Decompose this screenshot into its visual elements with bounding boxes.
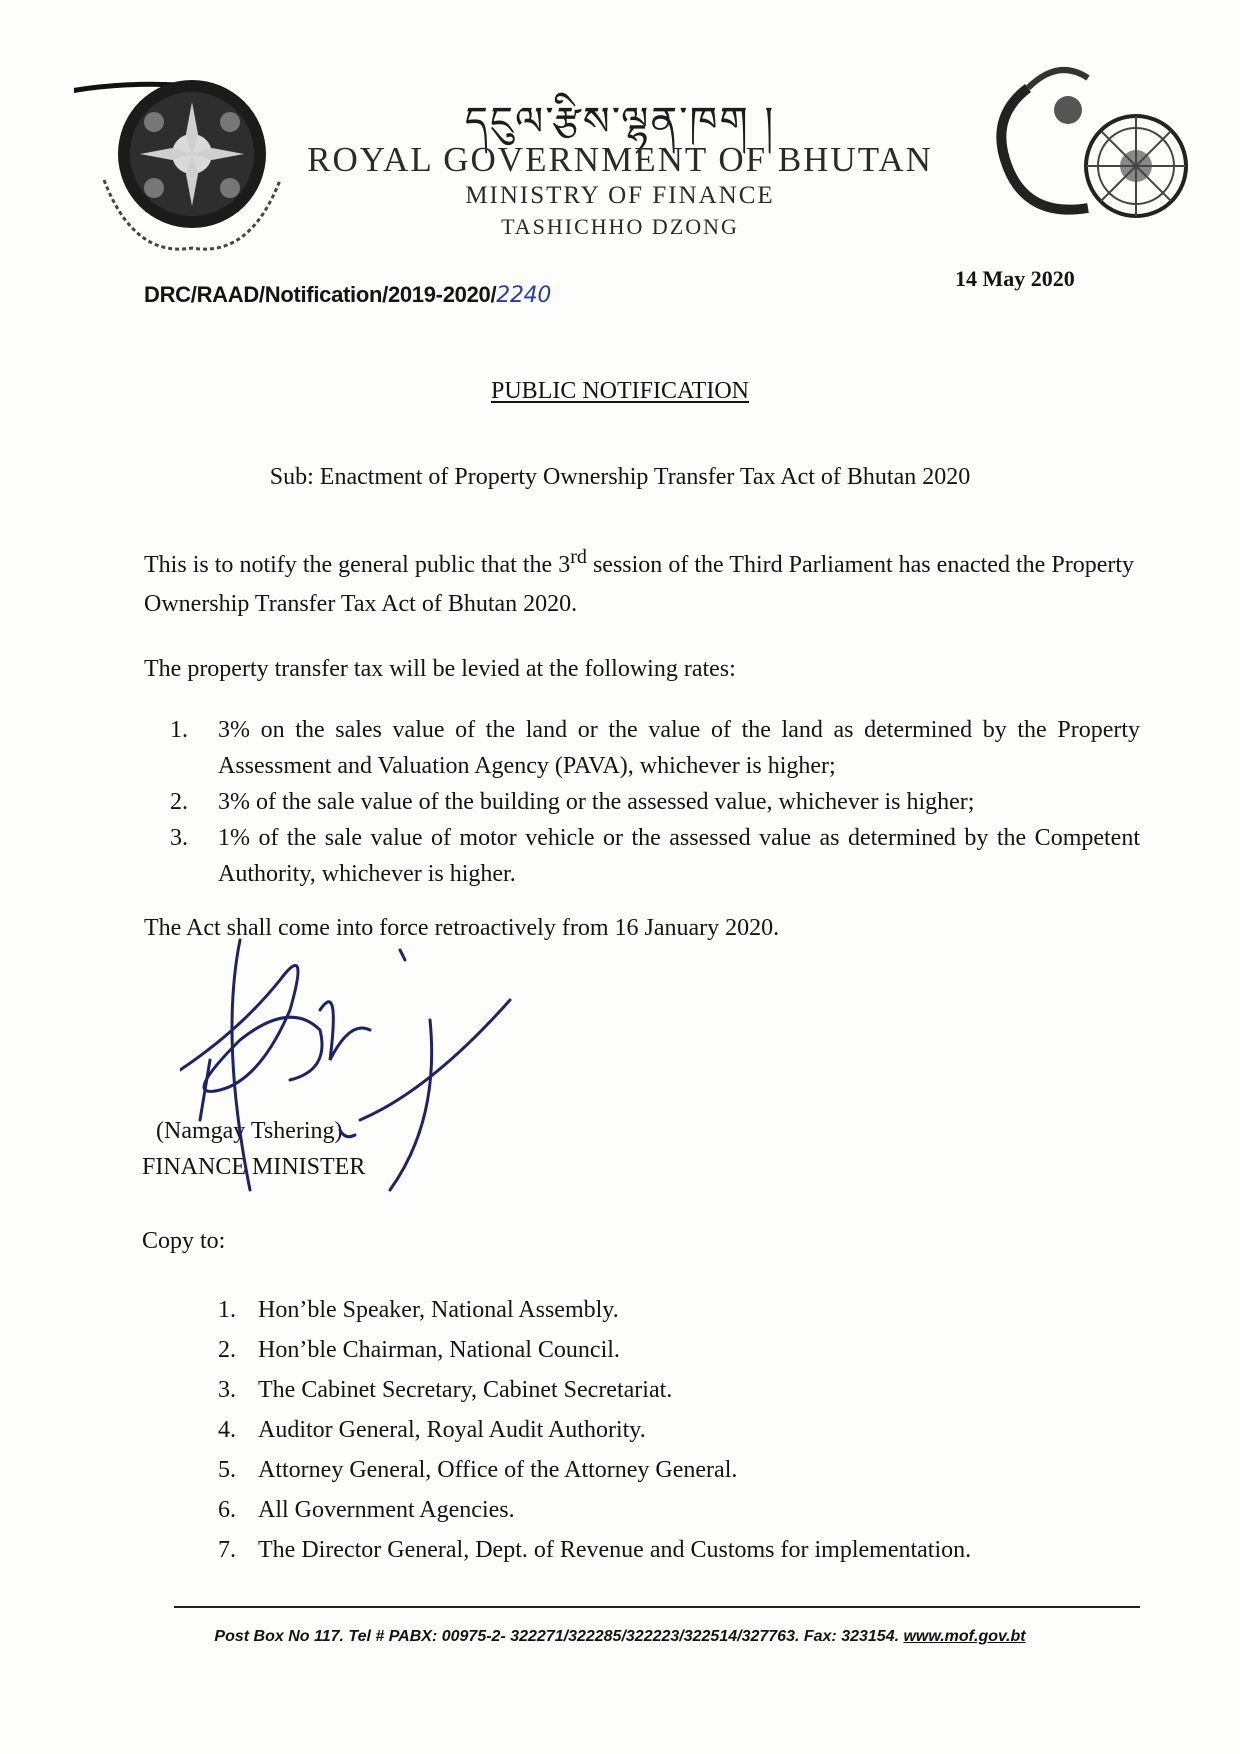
notice-title: PUBLIC NOTIFICATION [491, 378, 749, 404]
rate-item [170, 820, 1140, 892]
intro-text-end: session of the Third Parliament has enacted the Property Ownership Transfer Tax Act of Bhutan 2020. [144, 552, 1135, 617]
handwritten-reference-number: 2240 [496, 283, 552, 308]
rate-item [170, 784, 1140, 820]
list-item-number: 5. [218, 1457, 236, 1483]
rates-lead: The property transfer tax will be levied at the following rates: [144, 656, 736, 682]
list-item-number: 1. [218, 1297, 236, 1323]
list-item [218, 1370, 1118, 1410]
notice-subject: Sub: Enactment of Property Ownership Transfer Tax Act of Bhutan 2020 [269, 464, 971, 490]
copy-to-list [218, 1290, 1118, 1570]
rate-text: 3% of the sale value of the building or the assessed value, whichever is higher; [218, 789, 975, 815]
signatory-title: FINANCE MINISTER [142, 1154, 366, 1180]
rate-number: 2. [170, 789, 188, 815]
intro-text-start: This is to notify the general public that the 3 [144, 552, 571, 578]
list-item-number: 4. [218, 1417, 236, 1443]
list-item-number: 2. [218, 1337, 236, 1363]
signatory-name: (Namgay Tshering) [156, 1118, 343, 1144]
intro-paragraph [144, 538, 1134, 624]
location-name: TASHICHHO DZONG [501, 214, 739, 239]
list-item-number: 6. [218, 1497, 236, 1523]
list-item-text: All Government Agencies. [258, 1497, 515, 1523]
ministry-name: MINISTRY OF FINANCE [465, 182, 775, 209]
list-item [218, 1290, 1118, 1330]
list-item-text: Auditor General, Royal Audit Authority. [258, 1417, 646, 1443]
rate-number: 1. [170, 717, 188, 743]
rate-text: 3% on the sales value of the land or the value of the land as determined by the Property Assessment and Valuation Agency (PAVA), whichever is higher; [218, 717, 1140, 779]
list-item-number: 7. [218, 1537, 236, 1563]
signature-icon [180, 920, 600, 1220]
list-item [218, 1530, 1118, 1570]
notification-date: 14 May 2020 [955, 266, 1075, 291]
list-item-text: Attorney General, Office of the Attorney General. [258, 1457, 738, 1483]
list-item-text: The Director General, Dept. of Revenue and Customs for implementation. [258, 1537, 972, 1563]
footer-divider [174, 1606, 1140, 1608]
reference-number [144, 282, 551, 308]
list-item-number: 3. [218, 1377, 236, 1403]
copy-to-label: Copy to: [142, 1228, 226, 1254]
organization-name: ROYAL GOVERNMENT OF BHUTAN [307, 140, 933, 179]
rate-item [170, 712, 1140, 784]
list-item [218, 1330, 1118, 1370]
footer-contact-text: Post Box No 117. Tel # PABX: 00975-2- 322271/322285/322223/322514/327763. Fax: 323154. [214, 1628, 900, 1645]
list-item-text: Hon’ble Speaker, National Assembly. [258, 1297, 619, 1323]
list-item [218, 1490, 1118, 1530]
list-item [218, 1450, 1118, 1490]
rate-text: 1% of the sale value of motor vehicle or the assessed value as determined by the Competent Authority, whichever is higher. [218, 825, 1140, 887]
list-item-text: Hon’ble Chairman, National Council. [258, 1337, 620, 1363]
footer-contact [0, 1628, 1240, 1646]
dzongkha-title: དངུལ་རྩིས་ལྷན་ཁག ། [464, 99, 776, 145]
reference-prefix: DRC/RAAD/Notification/2019-2020/ [144, 282, 497, 307]
intro-superscript: rd [570, 546, 587, 568]
effective-date-paragraph: The Act shall come into force retroactively from 16 January 2020. [144, 915, 780, 941]
website-link[interactable]: www.mof.gov.bt [903, 1628, 1026, 1645]
list-item-text: The Cabinet Secretary, Cabinet Secretariat. [258, 1377, 673, 1403]
rate-number: 3. [170, 825, 188, 851]
list-item [218, 1410, 1118, 1450]
rates-list [170, 712, 1140, 892]
